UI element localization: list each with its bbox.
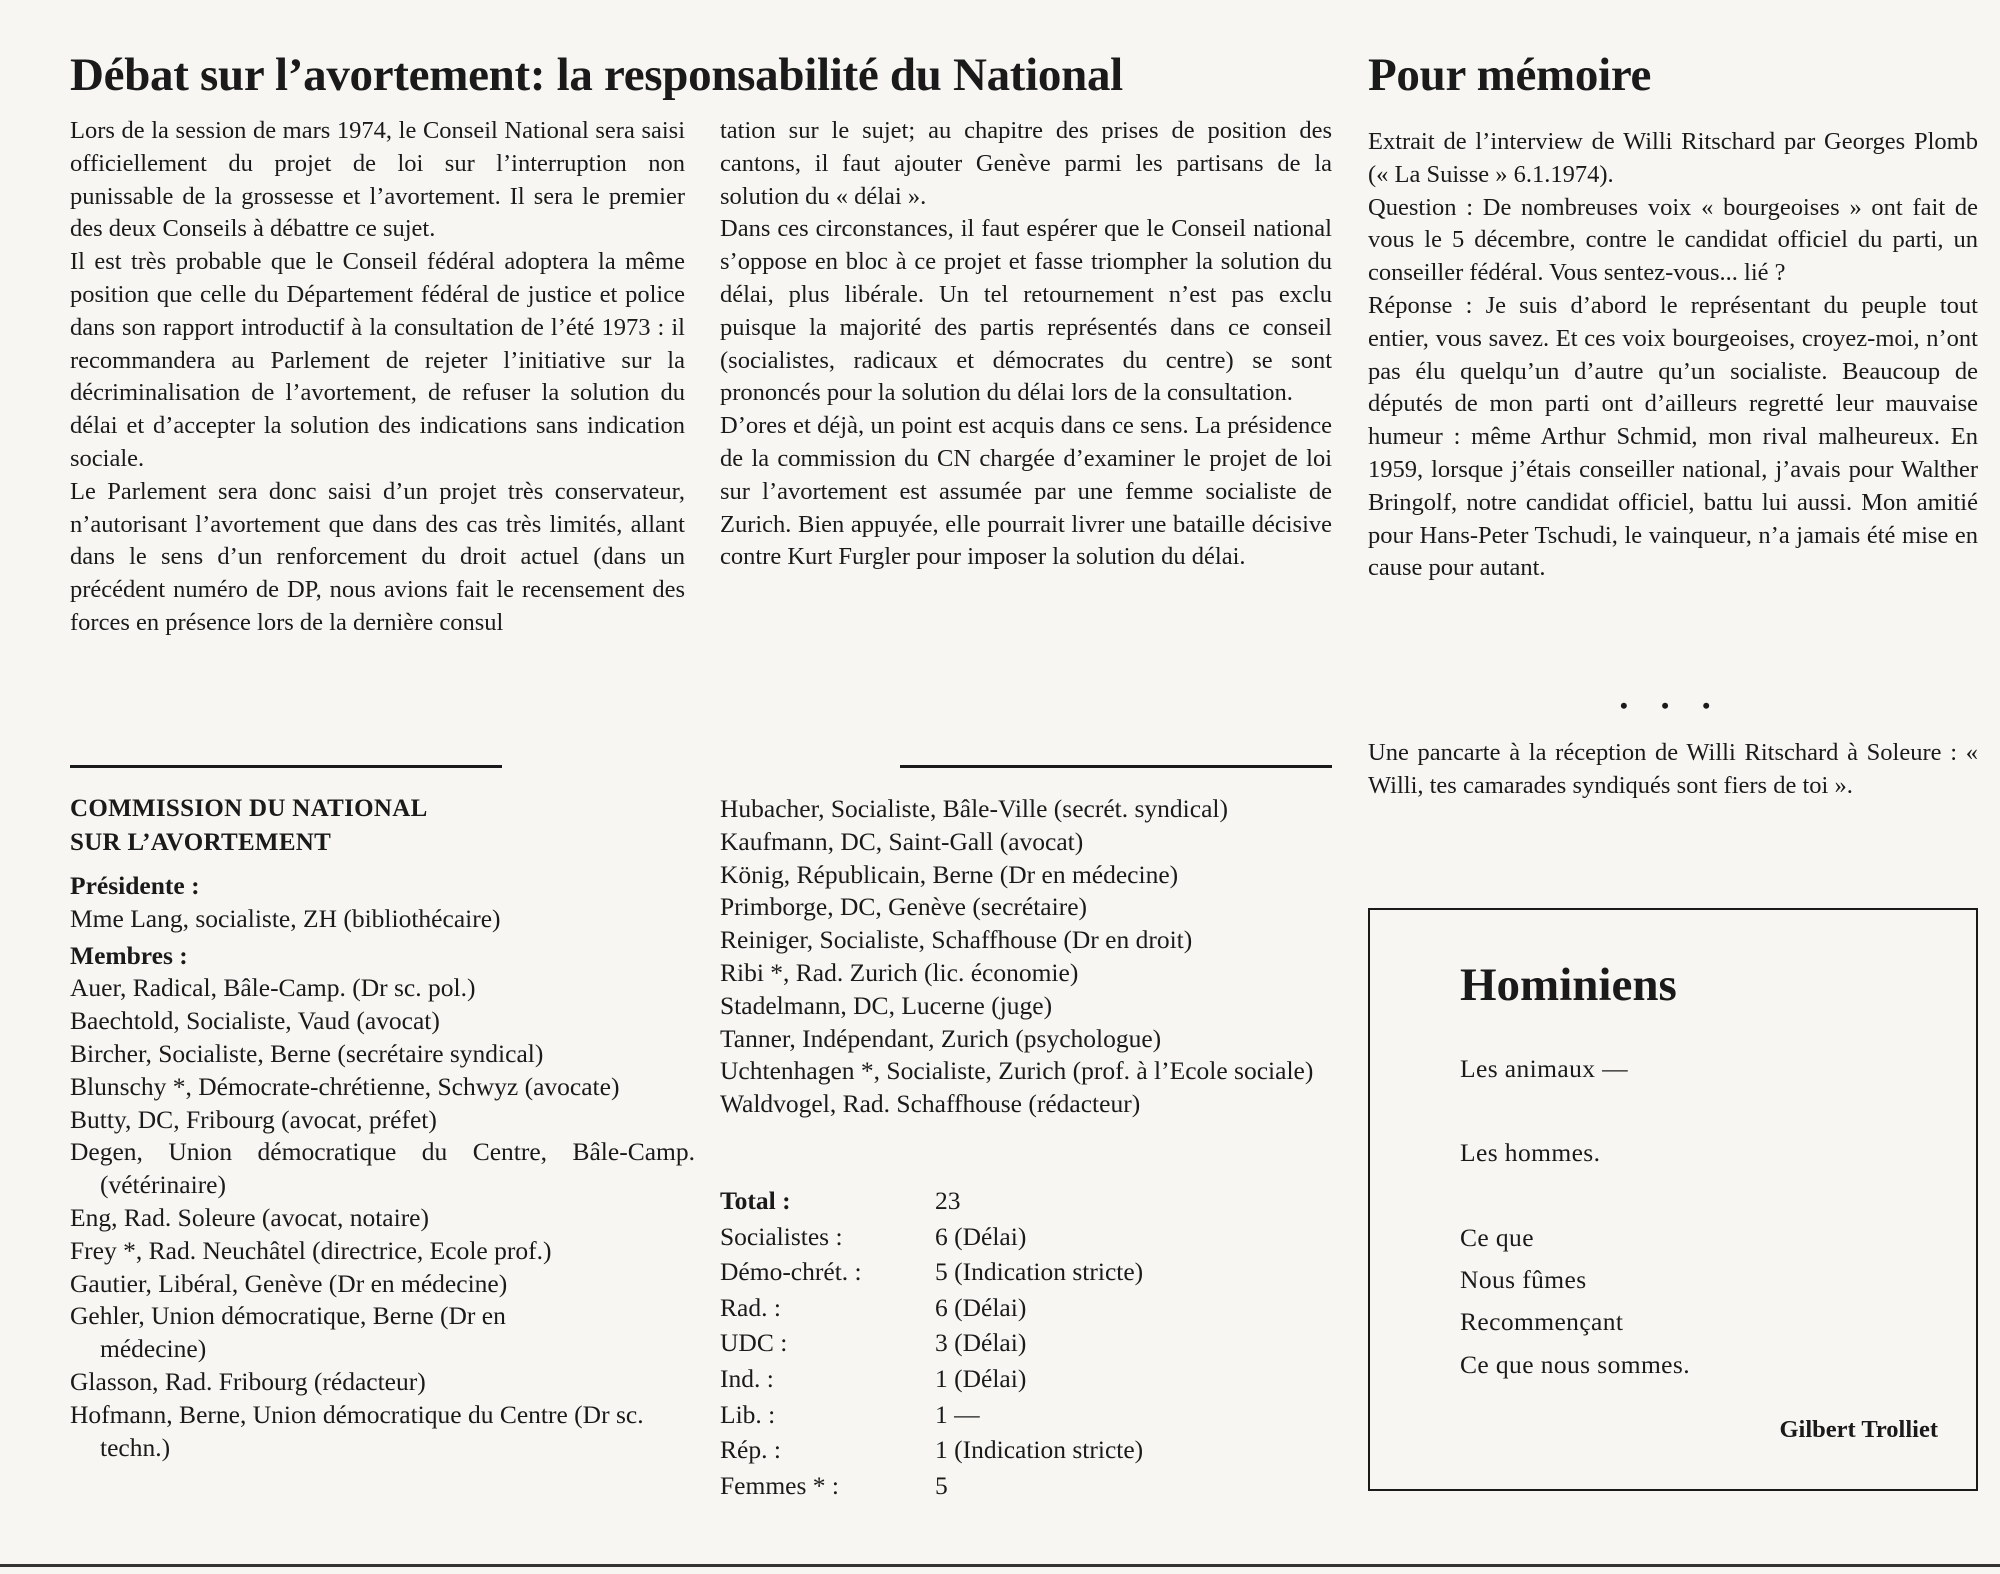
list-item: Auer, Radical, Bâle-Camp. (Dr sc. pol.) xyxy=(70,973,476,1003)
party-totals xyxy=(720,1183,1143,1503)
list-item: Frey *, Rad. Neuchâtel (directrice, Ecole prof.) xyxy=(70,1235,552,1265)
paragraph: Question : De nombreuses voix « bourgeoises » ont fait de vous le 5 décembre, contre le candidat officiel du parti, un conseiller fédéral. Vous sentez-vous... lié ? xyxy=(1368,193,1978,287)
president: Mme Lang, socialiste, ZH (bibliothécaire) xyxy=(70,903,501,933)
poem-author: Gilbert Trolliet xyxy=(1779,1416,1938,1443)
paragraph: Le Parlement sera donc saisi d’un projet très conservateur, n’autorisant l’avortement que dans des cas très limités, allant dans le sens d’un renforcement du droit actuel (dans un précédent numéro de DP, nous avions fait le recensement des forces en présence lors de la dernière consul xyxy=(70,477,685,636)
poem-line: Les hommes. xyxy=(1460,1138,1601,1167)
article-column-2 xyxy=(720,115,1332,574)
paragraph: Dans ces circonstances, il faut espérer que le Conseil national s’oppose en bloc à ce projet et fasse triompher la solution du délai, plus libérale. Un tel retournement n’est pas exclu puisque la majorité des partis représentés dans ce conseil (socialistes, radicaux et démocrates du centre) se sont prononcés pour la solution du délai lors de la consultation. xyxy=(720,215,1332,407)
list-item: Hofmann, Berne, Union démocratique du Centre (Dr sc. techn.) xyxy=(70,1399,644,1462)
section-separator: • • • xyxy=(1620,693,1725,718)
paragraph: Il est très probable que le Conseil fédéral adoptera la même position que celle du Département fédéral de justice et police dans son rapport introductif à la consultation de l’été 1973 : il recommandera au Parlement de rejeter l’initiative sur la décriminalisation de l’avortement, de refuser la solution du délai et d’accepter la solution des indications sans indication sociale. xyxy=(70,248,685,472)
total-row: Socialistes : 6 (Délai) xyxy=(720,1221,1027,1251)
list-item: Reiniger, Socialiste, Schaffhouse (Dr en droit) xyxy=(720,925,1193,955)
paragraph: Réponse : Je suis d’abord le représentant du peuple tout entier, vous savez. Et ces voix bourgeoises, croyez-moi, n’ont pas élu quelqu’un d’autre qu’un socialiste. Beaucoup de députés de mon parti ont d’ailleurs regretté leur mauvaise humeur : même Arthur Schmid, mon rival malheureux. En 1959, lorsque j’étais conseiller national, j’avais pour Walther Bringolf, notre candidat officiel, battu lui aussi. Mon amitié pour Hans-Peter Tschudi, le vainqueur, n’a jamais été mise en cause pour autant. xyxy=(1368,291,1978,582)
list-item: Gautier, Libéral, Genève (Dr en médecine) xyxy=(70,1268,508,1298)
members-label: Membres : xyxy=(70,940,188,970)
list-item: Hubacher, Socialiste, Bâle-Ville (secrét. syndical) xyxy=(720,794,1228,823)
list-item: Eng, Rad. Soleure (avocat, notaire) xyxy=(70,1202,429,1232)
total-row: Femmes * : 5 xyxy=(720,1470,948,1500)
commission-title: COMMISSION DU NATIONAL SUR L’AVORTEMENT xyxy=(70,795,428,856)
poem-line: Recommençant xyxy=(1460,1307,1624,1336)
paragraph: tation sur le sujet; au chapitre des prises de position des cantons, il faut ajouter Genève parmi les partisans de la solution du « délai ». xyxy=(720,117,1332,210)
list-item: Baechtold, Socialiste, Vaud (avocat) xyxy=(70,1006,440,1036)
memoire-footnote xyxy=(1368,737,1978,803)
list-item: Kaufmann, DC, Saint-Gall (avocat) xyxy=(720,826,1084,856)
total-row: Ind. : 1 (Délai) xyxy=(720,1363,1027,1393)
list-item: Butty, DC, Fribourg (avocat, préfet) xyxy=(70,1104,437,1134)
list-item: Primborge, DC, Genève (secrétaire) xyxy=(720,892,1088,922)
poem-box xyxy=(1368,908,1978,1491)
article-column-1 xyxy=(70,115,685,640)
total-row: Rép. : 1 (Indication stricte) xyxy=(720,1435,1144,1465)
list-item: Tanner, Indépendant, Zurich (psychologue) xyxy=(720,1023,1162,1053)
list-item: Waldvogel, Rad. Schaffhouse (rédacteur) xyxy=(720,1089,1141,1119)
list-item: Gehler, Union démocratique, Berne (Dr en médecine) xyxy=(70,1301,506,1364)
list-item: Glasson, Rad. Fribourg (rédacteur) xyxy=(70,1366,426,1396)
list-item: Ribi *, Rad. Zurich (lic. économie) xyxy=(720,957,1079,987)
list-item: Bircher, Socialiste, Berne (secrétaire syndical) xyxy=(70,1038,544,1068)
president-label: Présidente : xyxy=(70,871,200,900)
poem-line: Ce que nous sommes. xyxy=(1460,1350,1691,1379)
total-row: UDC : 3 (Délai) xyxy=(720,1328,1027,1358)
list-item: Degen, Union démocratique du Centre, Bâle-Camp. (vétérinaire) xyxy=(70,1137,695,1200)
poem-line: Ce que xyxy=(1460,1223,1534,1252)
total-row: Démo-chrét. : 5 (Indication stricte) xyxy=(720,1257,1144,1287)
commission-members-col2 xyxy=(720,793,1345,1121)
page-bottom-rule xyxy=(0,1564,2000,1567)
paragraph: Une pancarte à la réception de Willi Ritschard à Soleure : « Willi, tes camarades syndiqués sont fiers de toi ». xyxy=(1368,739,1978,799)
poem-line: Nous fûmes xyxy=(1460,1265,1587,1294)
divider xyxy=(900,765,1332,768)
list-item: Uchtenhagen *, Socialiste, Zurich (prof. à l’Ecole sociale) xyxy=(720,1056,1314,1086)
memoire-title: Pour mémoire xyxy=(1368,49,1652,101)
total-row: Lib. : 1 — xyxy=(720,1399,980,1429)
paragraph: Extrait de l’interview de Willi Ritschard par Georges Plomb (« La Suisse » 6.1.1974). xyxy=(1368,128,1978,188)
list-item: Stadelmann, DC, Lucerne (juge) xyxy=(720,990,1053,1020)
paragraph: D’ores et déjà, un point est acquis dans ce sens. La présidence de la commission du CN chargée d’examiner le projet de loi sur l’avortement est assumée par une femme socialiste de Zurich. Bien appuyée, elle pourrait livrer une bataille décisive contre Kurt Furgler pour imposer la solution du délai. xyxy=(720,412,1332,571)
list-item: König, Républicain, Berne (Dr en médecine) xyxy=(720,859,1179,889)
memoire-column xyxy=(1368,126,1978,585)
commission-members-col1 xyxy=(70,870,695,1464)
divider xyxy=(70,765,502,768)
article-title: Débat sur l’avortement: la responsabilité du National xyxy=(70,49,1123,101)
poem-line: Les animaux — xyxy=(1460,1054,1629,1083)
total-row: Total : 23 xyxy=(720,1186,961,1215)
poem-title: Hominiens xyxy=(1460,959,1677,1011)
list-item: Blunschy *, Démocrate-chrétienne, Schwyz (avocate) xyxy=(70,1071,620,1101)
total-row: Rad. : 6 (Délai) xyxy=(720,1292,1027,1322)
paragraph: Lors de la session de mars 1974, le Conseil National sera saisi officiellement du projet de loi sur l’interruption non punissable de la grossesse et l’avortement. Il sera le premier des deux Conseils à débattre ce sujet. xyxy=(70,117,685,243)
